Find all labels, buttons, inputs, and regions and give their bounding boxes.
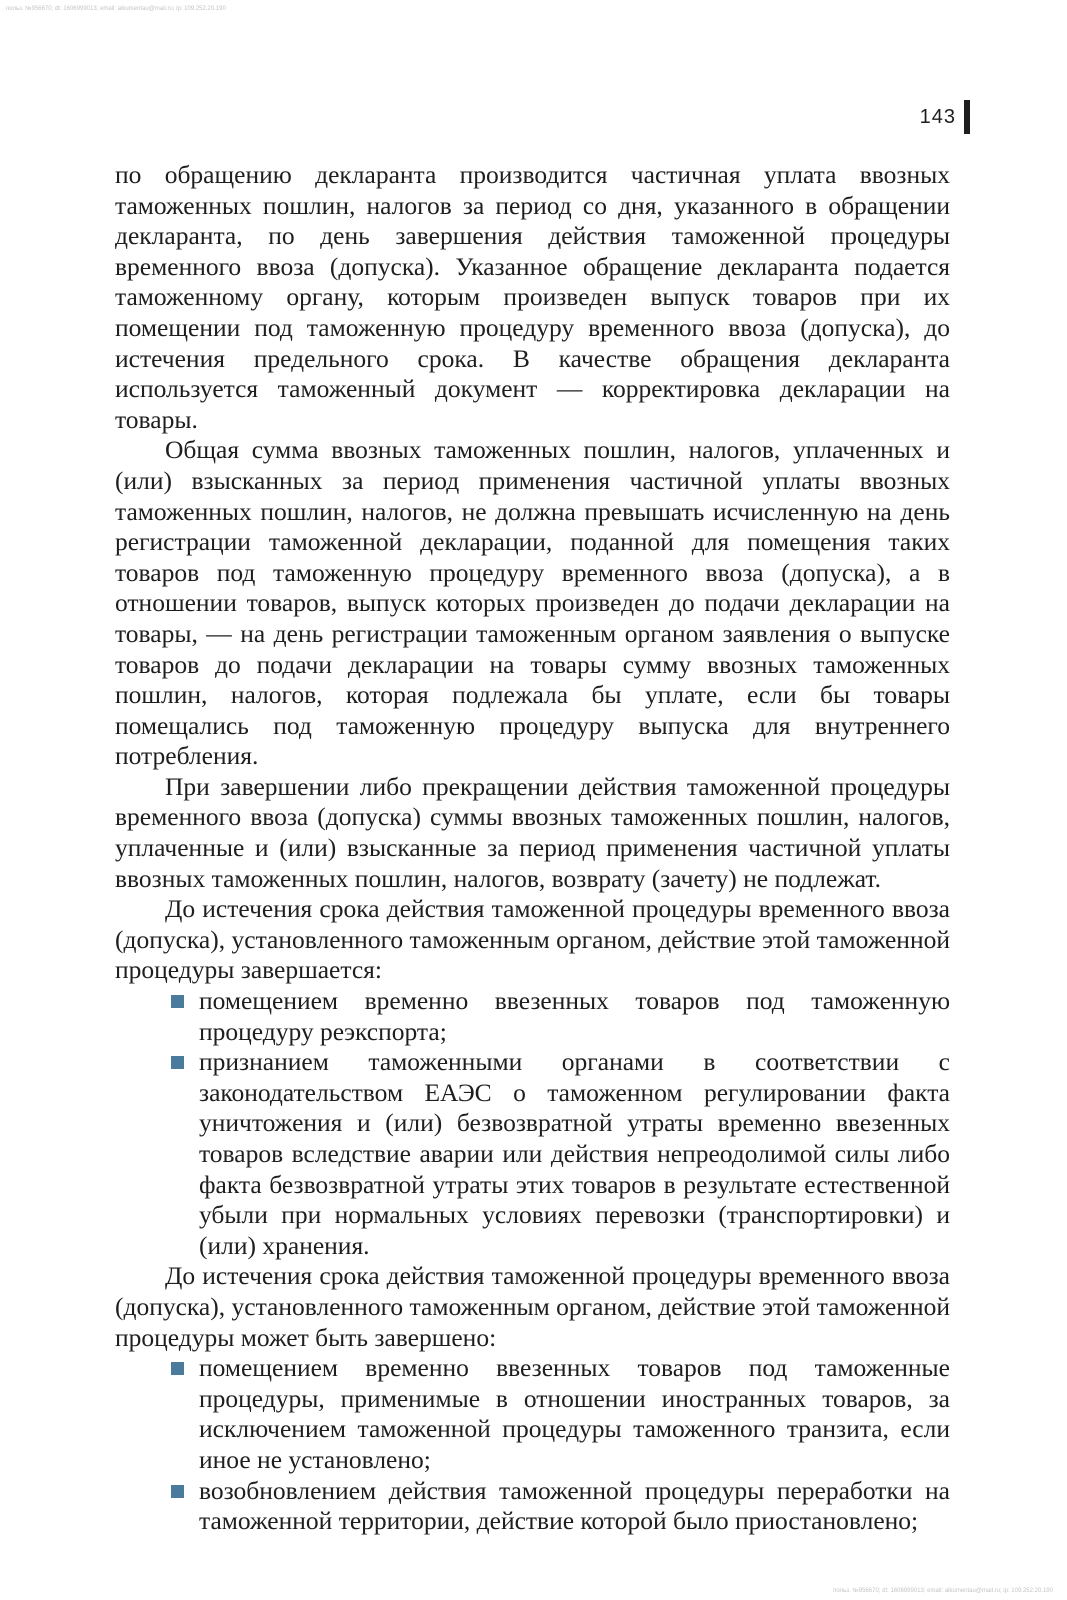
- square-bullet-icon: [171, 1362, 184, 1375]
- list-item-text: помещением временно ввезенных товаров под таможенную процедуру реэкспорта;: [199, 986, 950, 1046]
- list-item-text: возобновлением действия таможенной процедуры переработки на таможенной территории, действие которой было приостановлено;: [199, 1475, 950, 1536]
- list-item: [199, 986, 950, 1047]
- list-item-text: помещением временно ввезенных товаров под таможенные процедуры, применимые в отношении иностранных товаров, за исключением таможенной процедуры таможенного транзита, если иное не установлено;: [199, 1353, 950, 1474]
- watermark-bottom: польз. №956670; dt: 1606999013; email: alkumentau@mail.ru; ip: 109.252.20.190: [833, 1588, 1053, 1594]
- page-number-block: [920, 100, 970, 134]
- paragraph-1: по обращению декларанта производится частичная уплата ввозных таможенных пошлин, налогов за период со дня, указанного в обращении декларанта, по день завершения действия таможенной процедуры временного ввоза (допуска). Указанное обращение декларанта подается таможенному органу, которым произведен выпуск товаров при их помещении под таможенную процедуру временного ввоза (допуска), до истечения предельного срока. В качестве обращения декларанта используется таможенный документ — корректировка декларации на товары.: [115, 160, 950, 434]
- list-item-text: признанием таможенными органами в соответствии с законодательством ЕАЭС о таможенном регулировании факта уничтожения и (или) безвозвратной утраты временно ввезенных товаров вследствие аварии или действия непреодолимой силы либо факта безвозвратной утраты этих товаров в результате естественной убыли при нормальных условиях перевозки (транспортировки) и (или) хранения.: [199, 1047, 950, 1260]
- watermark-top: польз. №956670; dt: 1606999013; email: alkumentau@mail.ru; ip: 109.252.20.190: [6, 6, 226, 12]
- page-number: 143: [919, 105, 956, 128]
- page-number-bar: [964, 100, 970, 134]
- completion-list: [115, 986, 950, 1261]
- square-bullet-icon: [171, 1485, 184, 1498]
- paragraph-2: Общая сумма ввозных таможенных пошлин, налогов, уплаченных и (или) взысканных за период применения частичной уплаты ввозных таможенных пошлин, налогов, не должна превышать исчисленную на день регистрации таможенной декларации, поданной для помещения таких товаров под таможенную процедуру временного ввоза (допуска), а в отношении товаров, выпуск которых произведен до подачи декларации на товары, — на день регистрации таможенным органом заявления о выпуске товаров до подачи декларации на товары сумму ввозных таможенных пошлин, налогов, которая подлежала бы уплате, если бы товары помещались под таможенную процедуру выпуска для внутреннего потребления.: [115, 435, 950, 771]
- square-bullet-icon: [171, 995, 184, 1008]
- paragraph-4: До истечения срока действия таможенной процедуры временного ввоза (допуска), установленного таможенным органом, действие этой таможенной процедуры завершается:: [115, 894, 950, 985]
- list-item: [199, 1047, 950, 1261]
- optional-completion-list: [115, 1353, 950, 1537]
- list-item: [199, 1476, 950, 1537]
- paragraph-5: До истечения срока действия таможенной процедуры временного ввоза (допуска), установленного таможенным органом, действие этой таможенной процедуры может быть завершено:: [115, 1261, 950, 1352]
- square-bullet-icon: [171, 1056, 184, 1069]
- page-body: [115, 160, 950, 1537]
- list-item: [199, 1353, 950, 1475]
- paragraph-3: При завершении либо прекращении действия таможенной процедуры временного ввоза (допуска) суммы ввозных таможенных пошлин, налогов, уплаченные и (или) взысканные за период применения частичной уплаты ввозных таможенных пошлин, налогов, возврату (зачету) не подлежат.: [115, 771, 950, 893]
